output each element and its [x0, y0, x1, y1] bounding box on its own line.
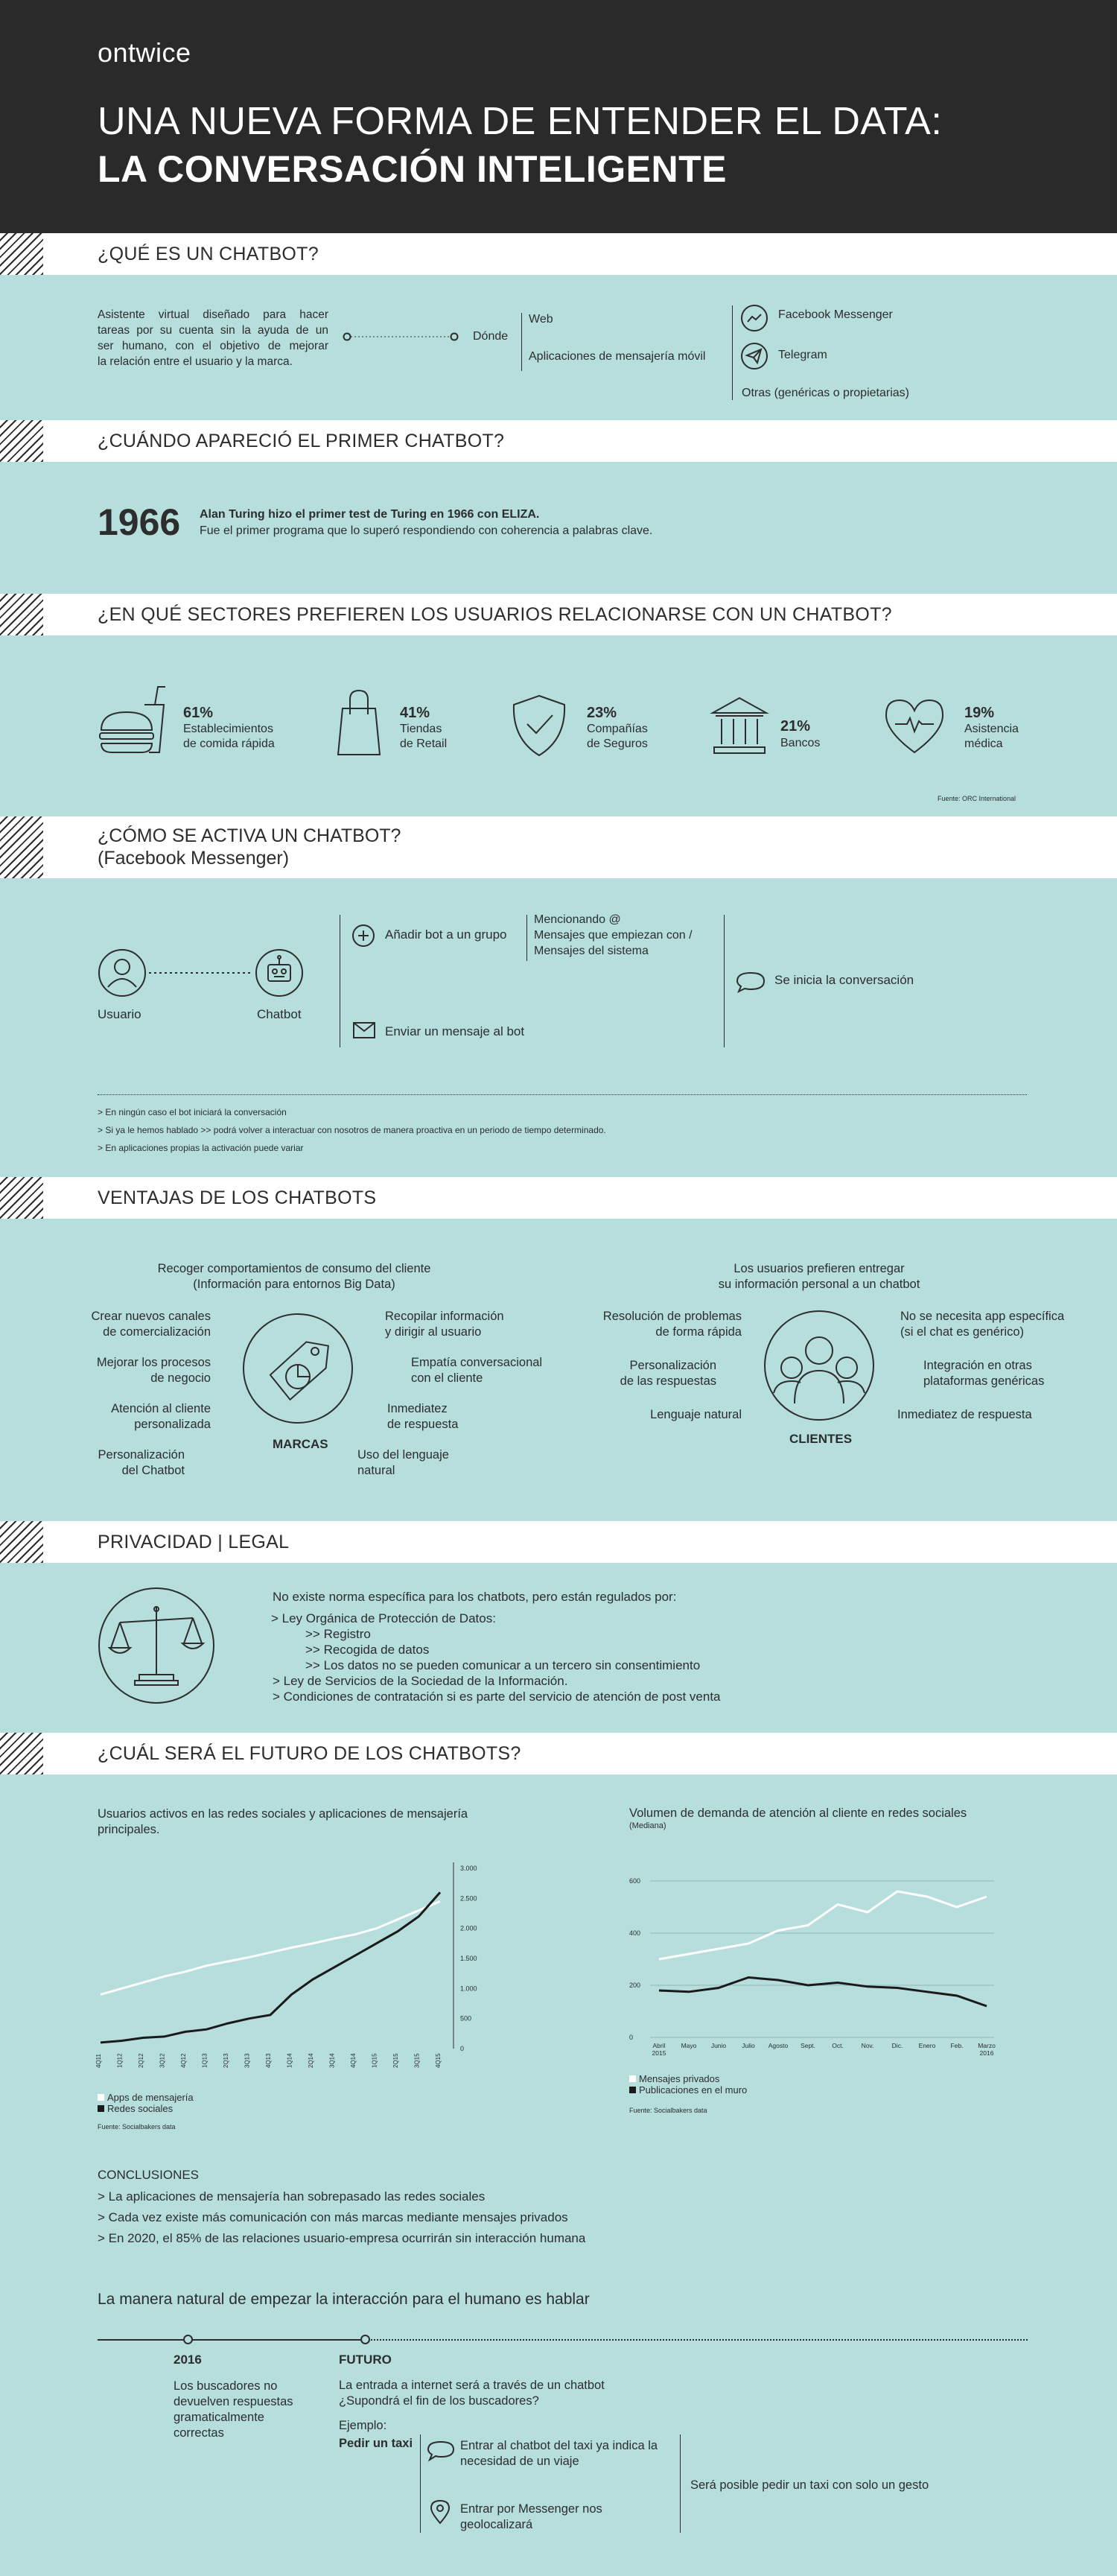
s1-description [98, 307, 328, 369]
sector-pct: 61% [183, 705, 214, 721]
chart1-legend [98, 2092, 194, 2114]
futuro-label: FUTURO [339, 2353, 392, 2367]
privacy-item: > Condiciones de contratación si es parte del servicio de atención de post venta [273, 1690, 721, 1704]
chart2-title: Volumen de demanda de atención al cliente en redes sociales [629, 1806, 967, 1820]
natural-title: La manera natural de empezar la interacción para el humano es hablar [98, 2291, 590, 2308]
label-usuario: Usuario [98, 1007, 141, 1021]
client-benefit: Resolución de problemas de forma rápida [602, 1310, 742, 1339]
brand-benefit: Inmediatez de respuesta [387, 1402, 459, 1431]
user-icon [98, 948, 147, 997]
section-privacy-header [0, 1521, 1117, 1563]
futuro-text2: ¿Supondrá el fin de los buscadores? [339, 2394, 539, 2408]
x-tick-label: 4Q14 [350, 2053, 357, 2068]
section-first-chatbot-header [0, 420, 1117, 462]
chart-customer-demand [629, 1855, 1046, 2063]
brands-top-line: Recoger comportamientos de consumo del cliente [157, 1262, 431, 1275]
y-tick-label: 400 [629, 1929, 641, 1937]
hatch-decoration [0, 1521, 43, 1563]
x-tick-label: Mayo [681, 2042, 697, 2049]
x-tick-label: 1Q13 [201, 2053, 209, 2068]
y-tick-label: 1.500 [460, 1955, 477, 1962]
telegram-icon [739, 341, 769, 371]
client-benefit: Personalización de las respuestas [620, 1359, 716, 1388]
s1-desc-line: tareas por su cuenta sin la ayuda de un [98, 324, 328, 337]
client-benefit: No se necesita app específica (si el chat es genérico) [900, 1310, 1065, 1339]
x-tick-label: 2Q14 [308, 2053, 314, 2068]
section-future-header [0, 1733, 1117, 1774]
shield-check-icon [512, 694, 566, 757]
chat-bubble-icon [427, 2440, 455, 2461]
page-title-line2: LA CONVERSACIÓN INTELIGENTE [98, 148, 728, 190]
clients-right [897, 1309, 1113, 1437]
brand-benefit: Empatía conversacional con el cliente [411, 1356, 543, 1385]
section-title: PRIVACIDAD | LEGAL [98, 1532, 290, 1552]
hatch-decoration [0, 420, 43, 462]
speech-bubble-icon [736, 971, 766, 992]
conversation-starts: Se inicia la conversación [774, 973, 914, 987]
sector-label: médica [964, 737, 1003, 750]
brand-tag-icon [242, 1313, 354, 1424]
x-tick-label: 3Q14 [328, 2053, 336, 2068]
series-line-private-messages [659, 1891, 987, 1959]
mention-line: Mensajes que empiezan con / [534, 929, 693, 942]
x-tick-label: Enero [918, 2042, 936, 2049]
add-icon [351, 924, 375, 948]
legend-item: Apps de mensajería [98, 2092, 194, 2103]
s4-note: > Si ya le hemos hablado >> podrá volver a interactuar con nosotros de manera proactiva en un periodo de tiempo determinado. [98, 1125, 606, 1135]
hatch-decoration [0, 816, 43, 878]
taxi-bracket [420, 2434, 421, 2533]
conclusion-item: > Cada vez existe más comunicación con más marcas mediante mensajes privados [98, 2210, 568, 2224]
sector-label: de Retail [400, 737, 448, 750]
clients-top-line: su información personal a un chatbot [718, 1278, 920, 1291]
sector-label: Compañías [587, 723, 648, 735]
series-line-messaging [101, 1901, 440, 1994]
client-benefit: Lenguaje natural [650, 1408, 742, 1421]
chart1-title-text: Usuarios activos en las redes sociales y aplicaciones de mensajería principales. [98, 1807, 468, 1836]
s1-web: Web [529, 313, 553, 326]
section-title: ¿EN QUÉ SECTORES PREFIEREN LOS USUARIOS RELACIONARSE CON UN CHATBOT? [98, 604, 892, 625]
label-chatbot: Chatbot [257, 1007, 302, 1021]
s1-bracket [521, 313, 522, 371]
s4-note: > En ningún caso el bot iniciará la conversación [98, 1107, 287, 1117]
x-tick-label: Sept. [801, 2042, 815, 2049]
section-title: VENTAJAS DE LOS CHATBOTS [98, 1187, 377, 1208]
legend-swatch [629, 2087, 636, 2093]
ejemplo: Ejemplo: [339, 2419, 387, 2432]
privacy-item: >> Registro [305, 1627, 371, 1641]
privacy-item: > Ley de Servicios de la Sociedad de la Información. [273, 1674, 568, 1688]
conclusion-item: > La aplicaciones de mensajería han sobrepasado las redes sociales [98, 2189, 486, 2204]
clients-top-line: Los usuarios prefieren entregar [733, 1262, 905, 1275]
sector-pct: 23% [587, 705, 617, 721]
x-tick-label: 2016 [979, 2049, 994, 2057]
s2-year: 1966 [98, 501, 181, 543]
section-activation-header [0, 816, 1117, 878]
timeline-dot-futuro [360, 2335, 370, 2344]
sector-label: de comida rápida [183, 737, 275, 750]
conclusions-title: CONCLUSIONES [98, 2168, 200, 2182]
x-tick-label: 3Q13 [244, 2053, 251, 2068]
option1: Entrar al chatbot del taxi ya indica la necesidad de un viaje [460, 2439, 658, 2468]
sector-label: Asistencia [964, 723, 1019, 735]
x-tick-label: Oct. [832, 2042, 844, 2049]
s1-bracket2 [732, 305, 733, 400]
brands-top-line: (Información para entornos Big Data) [193, 1278, 395, 1291]
dotted-connector [149, 971, 253, 974]
sector-pct: 19% [964, 705, 995, 721]
s1-otras: Otras (genéricas o propietarias) [742, 387, 909, 399]
x-tick-label: 3Q12 [159, 2053, 166, 2068]
y-tick-label: 200 [629, 1982, 641, 1989]
section-sectors-header [0, 594, 1117, 635]
legend-swatch [98, 2105, 104, 2112]
y-tick-label: 0 [629, 2034, 634, 2041]
year-2016: 2016 [174, 2353, 202, 2367]
timeline-solid [98, 2339, 365, 2341]
x-tick-label: 1Q14 [286, 2053, 293, 2068]
x-tick-label: 4Q12 [180, 2053, 187, 2068]
series-line-wall-posts [659, 1978, 987, 2007]
facebook-messenger-icon [739, 303, 769, 333]
series-line-social [101, 1892, 440, 2043]
sector-label: de Seguros [587, 737, 648, 750]
chatbot-icon [255, 948, 304, 997]
legend-item: Redes sociales [98, 2103, 194, 2114]
section-what-is-chatbot-header [0, 233, 1117, 275]
y-tick-label: 600 [629, 1877, 641, 1885]
s1-desc-line: la relación entre el usuario y la marca. [98, 355, 293, 368]
x-tick-label: 2Q13 [223, 2053, 229, 2068]
sector-label: Tiendas [400, 723, 442, 735]
section-advantages-header [0, 1177, 1117, 1219]
y-tick-label: 500 [460, 2014, 472, 2023]
chart-active-users [95, 1855, 492, 2078]
shopping-bag-icon [335, 689, 383, 755]
x-tick-label: 2Q15 [392, 2053, 399, 2068]
x-tick-label: 4Q11 [95, 2054, 102, 2068]
hatch-decoration [0, 594, 43, 635]
x-tick-label: Feb. [950, 2042, 964, 2049]
brands-top [112, 1261, 477, 1292]
conclusion-item: > En 2020, el 85% de las relaciones usuario-empresa ocurrirán sin interacción humana [98, 2231, 586, 2245]
legend-swatch [629, 2075, 636, 2082]
legend-swatch [98, 2094, 104, 2101]
year-2016-text: Los buscadores no devuelven respuestas gramaticalmente correctas [174, 2379, 293, 2440]
x-tick-label: 2015 [652, 2049, 666, 2057]
y-tick-label: 3.000 [460, 1865, 477, 1872]
chart1-title [98, 1806, 470, 1838]
privacy-intro: No existe norma específica para los chatbots, pero están regulados por: [273, 1590, 677, 1604]
brands-left [45, 1309, 211, 1494]
s1-desc-line: ser humano, con el objetivo de mejorar [98, 340, 328, 352]
bank-icon [711, 697, 768, 755]
timeline-dot-2016 [183, 2335, 193, 2344]
chart2-subtitle: (Mediana) [629, 1821, 666, 1830]
fast-food-icon [97, 684, 171, 752]
brand-benefit: Atención al cliente personalizada [111, 1402, 211, 1431]
s2-line2: Fue el primer programa que lo superó respondiendo con coherencia a palabras clave. [200, 524, 653, 537]
section-title: ¿CÓMO SE ACTIVA UN CHATBOT? [98, 825, 401, 846]
clients-label: CLIENTES [789, 1432, 853, 1446]
privacy-item: > Ley Orgánica de Protección de Datos: [271, 1611, 496, 1625]
gesture-text: Será posible pedir un taxi con solo un gesto [690, 2478, 929, 2492]
sector-label: Bancos [780, 737, 821, 749]
timeline-dotted [365, 2339, 1028, 2341]
x-tick-label: 2Q12 [138, 2053, 144, 2068]
y-tick-label: 2.000 [460, 1924, 477, 1932]
envelope-icon [353, 1022, 375, 1038]
x-tick-label: Nov. [861, 2042, 874, 2049]
privacy-item: >> Los datos no se pueden comunicar a un tercero sin consentimiento [305, 1658, 701, 1672]
sector-pct: 21% [780, 718, 811, 735]
sector-label: Establecimientos [183, 723, 273, 735]
y-tick-label: 1.000 [460, 1985, 477, 1993]
section-title: ¿QUÉ ES UN CHATBOT? [98, 244, 319, 264]
client-benefit: Integración en otras plataformas genéricas [923, 1359, 1045, 1388]
clients-top [655, 1261, 983, 1292]
chart2-legend [629, 2073, 747, 2096]
brand-logo[interactable]: ontwice [98, 37, 191, 68]
hatch-decoration [0, 1733, 43, 1774]
brand-benefit: Mejorar los procesos de negocio [96, 1356, 211, 1385]
x-tick-label: Julio [742, 2042, 755, 2049]
page-title-line1: UNA NUEVA FORMA DE ENTENDER EL DATA: [98, 100, 943, 143]
chart1-source: Fuente: Socialbakers data [98, 2123, 176, 2131]
x-tick-label: Agosto [768, 2042, 789, 2049]
add-to-group: Añadir bot a un grupo [385, 927, 507, 942]
s3-source: Fuente: ORC International [938, 795, 1016, 802]
chart2-source: Fuente: Socialbakers data [629, 2107, 707, 2114]
legend-item: Mensajes privados [629, 2073, 747, 2084]
heart-pulse-icon [885, 699, 944, 754]
x-tick-label: 1Q12 [116, 2053, 124, 2068]
brand-benefit: Crear nuevos canales de comercialización [91, 1310, 211, 1339]
x-tick-label: Junio [710, 2042, 727, 2049]
option2: Entrar por Messenger nos geolocalizará [460, 2502, 602, 2531]
client-benefit: Inmediatez de respuesta [897, 1408, 1032, 1421]
x-tick-label: 1Q15 [371, 2053, 378, 2068]
y-tick-label: 2.500 [460, 1894, 477, 1903]
brand-benefit: Personalización del Chatbot [98, 1448, 185, 1477]
clients-group-icon [763, 1310, 875, 1421]
s1-donde: Dónde [473, 330, 509, 343]
s1-desc-line: Asistente virtual diseñado para hacer [98, 308, 328, 321]
mention-line: Mensajes del sistema [534, 945, 649, 957]
x-tick-label: Abril [652, 2042, 666, 2049]
x-tick-label: Dic. [891, 2042, 903, 2049]
s1-telegram: Telegram [778, 349, 827, 361]
s4-bracket3 [724, 915, 725, 1047]
send-message: Enviar un mensaje al bot [385, 1024, 525, 1038]
mention-line: Mencionando @ [534, 913, 621, 926]
s4-bracket2 [526, 915, 527, 961]
brand-benefit: Recopilar información y dirigir al usuario [385, 1310, 504, 1339]
s4-note: > En aplicaciones propias la activación puede variar [98, 1143, 304, 1153]
section-subtitle: (Facebook Messenger) [98, 848, 290, 869]
brands-right [357, 1309, 575, 1494]
legend-item: Publicaciones en el muro [629, 2084, 747, 2096]
futuro-text1: La entrada a internet será a través de un chatbot [339, 2379, 605, 2392]
x-tick-label: Marzo [978, 2042, 996, 2049]
x-tick-label: 4Q13 [265, 2053, 272, 2068]
hatch-decoration [0, 1177, 43, 1219]
clients-left [551, 1309, 742, 1437]
s1-apps: Aplicaciones de mensajería móvil [529, 350, 706, 363]
pedir-taxi: Pedir un taxi [339, 2437, 413, 2450]
hatch-decoration [0, 233, 43, 275]
s1-connector [343, 331, 462, 342]
section-title: ¿CUÁL SERÁ EL FUTURO DE LOS CHATBOTS? [98, 1743, 521, 1764]
header [0, 0, 1117, 233]
location-pin-icon [430, 2499, 451, 2525]
brands-label: MARCAS [273, 1437, 328, 1451]
x-tick-label: 3Q15 [413, 2053, 421, 2068]
privacy-item: >> Recogida de datos [305, 1643, 430, 1657]
sector-pct: 41% [400, 705, 430, 721]
brand-benefit: Uso del lenguaje natural [357, 1448, 449, 1477]
y-tick-label: 0 [460, 2045, 465, 2052]
s4-divider [98, 1094, 1027, 1095]
scales-icon [98, 1587, 215, 1704]
s2-line1: Alan Turing hizo el primer test de Turing en 1966 con ELIZA. [200, 508, 540, 521]
gesture-bracket [680, 2434, 681, 2533]
section-title: ¿CUÁNDO APARECIÓ EL PRIMER CHATBOT? [98, 431, 505, 451]
s1-fb: Facebook Messenger [778, 308, 893, 321]
x-tick-label: 4Q15 [435, 2053, 442, 2068]
